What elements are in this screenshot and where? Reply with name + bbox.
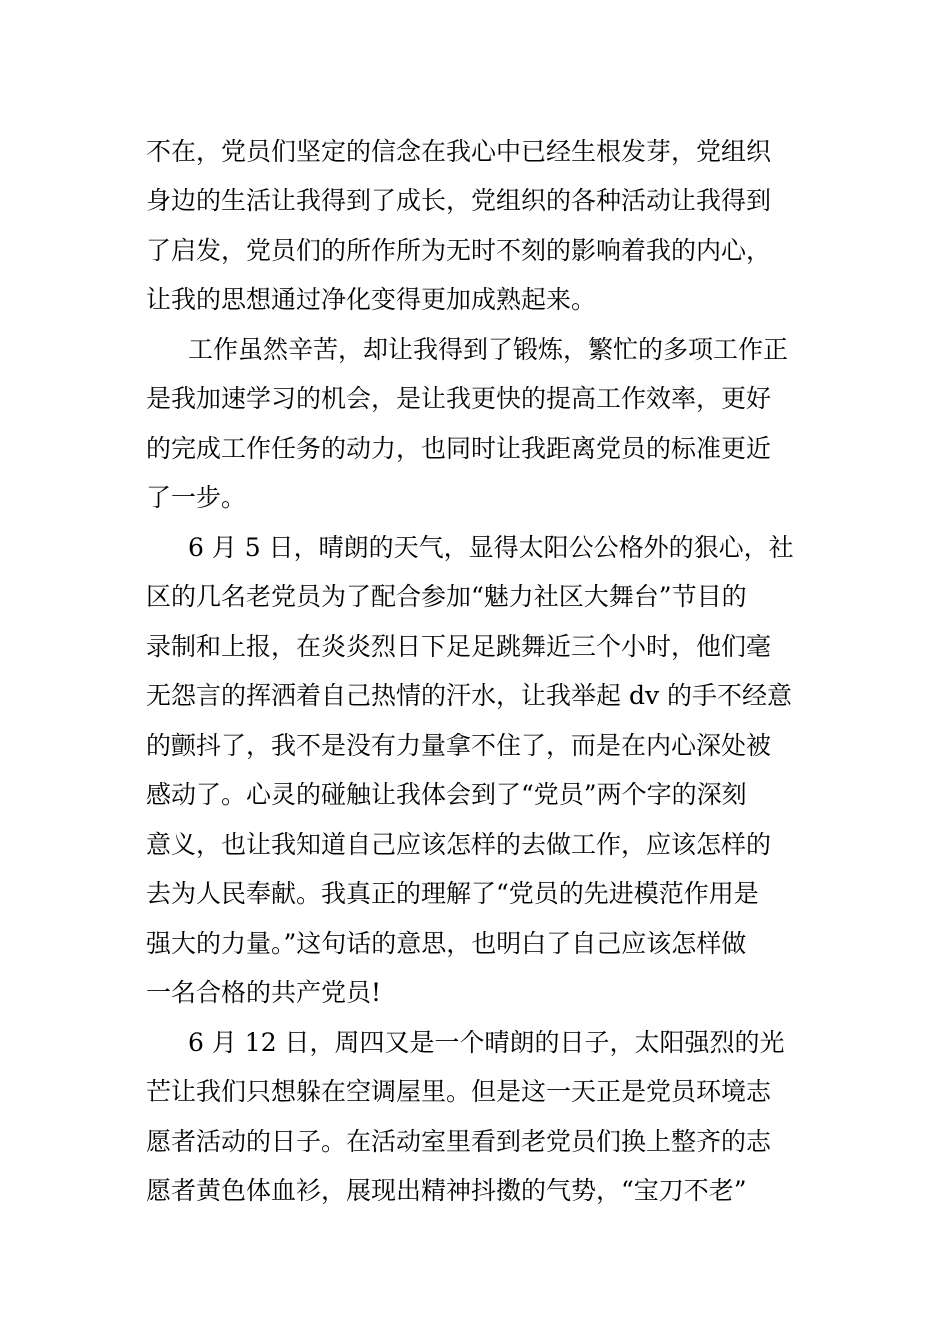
text-line: 意义，也让我知道自己应该怎样的去做工作，应该怎样的 <box>146 830 772 859</box>
text-line: 感动了。心灵的碰触让我体会到了“党员”两个字的深刻 <box>146 780 747 809</box>
text-line: 强大的力量。”这句话的意思，也明白了自己应该怎样做 <box>146 929 747 958</box>
text-line: 愿者活动的日子。在活动室里看到老党员们换上整齐的志 <box>146 1127 772 1156</box>
text-line: 身边的生活让我得到了成长，党组织的各种活动让我得到 <box>146 186 772 215</box>
text-line: 是我加速学习的机会，是让我更快的提高工作效率，更好 <box>146 384 772 413</box>
text-line: 6 月 5 日，晴朗的天气，显得太阳公公格外的狠心，社 <box>188 533 794 562</box>
text-line: 一名合格的共产党员! <box>146 978 382 1007</box>
text-line: 工作虽然辛苦，却让我得到了锻炼，繁忙的多项工作正 <box>188 335 789 364</box>
text-line: 了启发，党员们的所作所为无时不刻的影响着我的内心， <box>146 236 772 265</box>
text-line: 愿者黄色体血衫，展现出精神抖擞的气势，“宝刀不老” <box>146 1176 747 1205</box>
text-line: 让我的思想通过净化变得更加成熟起来。 <box>146 285 597 314</box>
text-line: 了一步。 <box>146 483 247 512</box>
text-line: 的完成工作任务的动力，也同时让我距离党员的标准更近 <box>146 434 772 463</box>
text-line: 无怨言的挥洒着自己热情的汗水，让我举起 dv 的手不经意 <box>146 681 793 710</box>
text-line: 去为人民奉献。我真正的理解了“党员的先进模范作用是 <box>146 879 759 908</box>
text-line: 录制和上报，在炎炎烈日下足足跳舞近三个小时，他们毫 <box>146 632 772 661</box>
text-line: 不在，党员们坚定的信念在我心中已经生根发芽，党组织 <box>146 137 772 166</box>
text-line: 芒让我们只想躲在空调屋里。但是这一天正是党员环境志 <box>146 1077 772 1106</box>
text-line: 区的几名老党员为了配合参加“魅力社区大舞台”节目的 <box>146 582 747 611</box>
text-line: 6 月 12 日，周四又是一个晴朗的日子，太阳强烈的光 <box>188 1028 785 1057</box>
text-line: 的颤抖了，我不是没有力量拿不住了，而是在内心深处被 <box>146 731 772 760</box>
